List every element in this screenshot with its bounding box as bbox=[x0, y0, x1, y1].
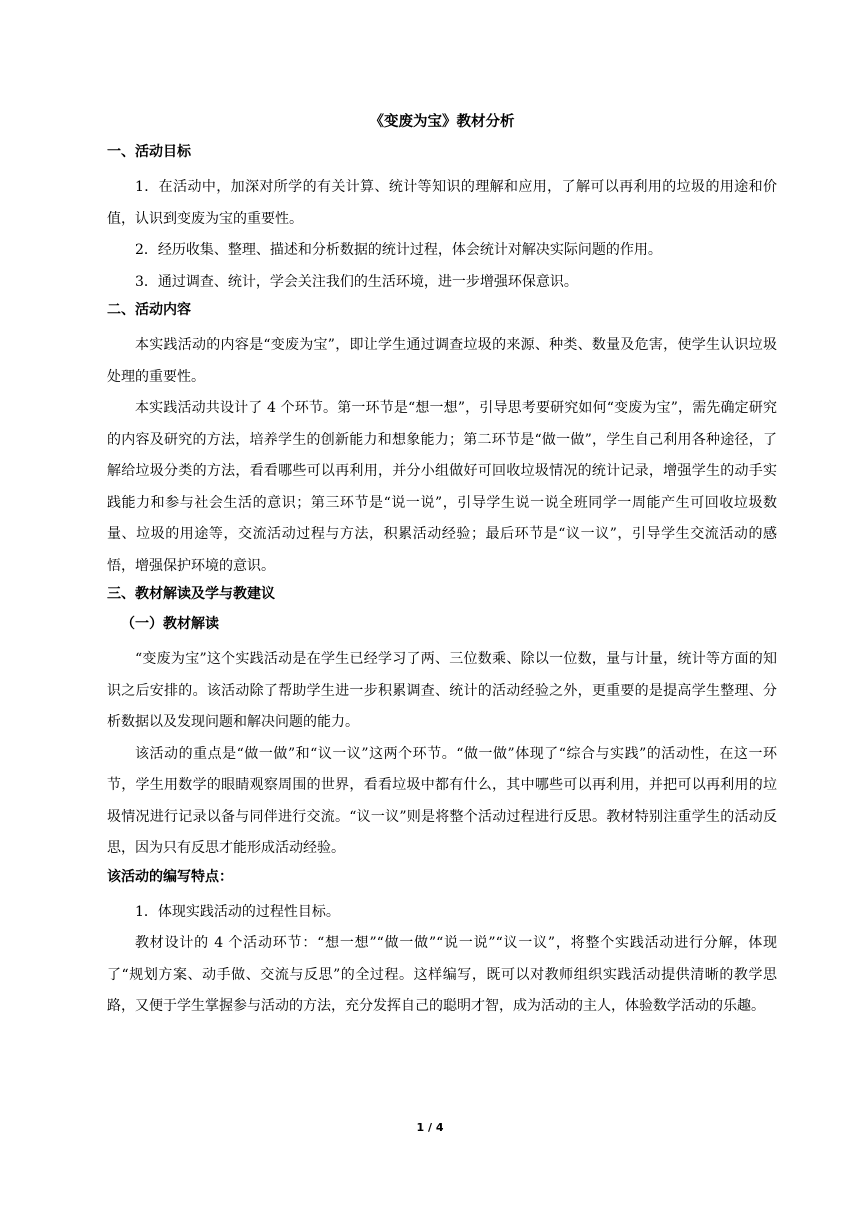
feature-paragraph: 教材设计的 4 个活动环节：“想一想”“做一做”“说一说”“议一议”，将整个实践活动进行分解，体现了“规划方案、动手做、交流与反思”的全过程。这样编写，既可以对教师组织实践活动提供清晰的教学思路，又便于学生掌握参与活动的方法，充分发挥自己的聪明才智，成为活动的主人，体验数学活动的乐趣。 bbox=[107, 935, 777, 1014]
section-heading-interpretation: 三、教材解读及学与教建议 bbox=[107, 586, 275, 602]
document-body bbox=[107, 112, 777, 1023]
content-paragraph-2: 本实践活动共设计了 4 个环节。第一环节是“想一想”，引导思考要研究如何“变废为宝”，需先确定研究的内容及研究的方法，培养学生的创新能力和想象能力；第二环节是“做一做”，学生自己利用各种途径，了解给垃圾分类的方法，看看哪些可以再利用，并分小组做好可回收垃圾情况的统计记录，增强学生的动手实践能力和参与社会生活的意识；第三环节是“说一说”，引导学生说一说全班同学一周能产生可回收垃圾数量、垃圾的用途等，交流活动过程与方法，积累活动经验；最后环节是“议一议”，引导学生交流活动的感悟，增强保护环境的意识。 bbox=[107, 400, 777, 574]
goal-item-3: 3．通过调查、统计，学会关注我们的生活环境，进一步增强环保意识。 bbox=[135, 273, 578, 290]
goal-item-2: 2．经历收集、整理、描述和分析数据的统计过程，体会统计对解决实际问题的作用。 bbox=[135, 242, 662, 258]
document-title: 《变废为宝》教材分析 bbox=[369, 114, 515, 130]
section-heading-goals: 一、活动目标 bbox=[107, 144, 191, 160]
feature-point-1: 1．体现实践活动的过程性目标。 bbox=[135, 903, 340, 920]
reading-paragraph-2: 该活动的重点是“做一做”和“议一议”这两个环节。“做一做”体现了“综合与实践”的活动性，在这一环节，学生用数学的眼睛观察周围的世界，看看垃圾中都有什么，其中哪些可以再利用，并把可以再利用的垃圾情况进行记录以备与同伴进行交流。“议一议”则是将整个活动过程进行反思。教材特别注重学生的活动反思，因为只有反思才能形成活动经验。 bbox=[107, 745, 777, 856]
goal-item-1: 1．在活动中，加深对所学的有关计算、统计等知识的理解和应用，了解可以再利用的垃圾的用途和价值，认识到变废为宝的重要性。 bbox=[107, 179, 777, 227]
subsection-heading-reading: （一）教材解读 bbox=[121, 616, 219, 632]
reading-paragraph-1: “变废为宝”这个实践活动是在学生已经学习了两、三位数乘、除以一位数，量与计量，统计等方面的知识之后安排的。该活动除了帮助学生进一步积累调查、统计的活动经验之外，更重要的是提高学生整理、分析数据以及发现问题和解决问题的能力。 bbox=[107, 651, 777, 730]
content-paragraph-1: 本实践活动的内容是“变废为宝”，即让学生通过调查垃圾的来源、种类、数量及危害，使学生认识垃圾处理的重要性。 bbox=[107, 337, 777, 385]
page-number: 1 / 4 bbox=[416, 1121, 444, 1134]
features-heading: 该活动的编写特点： bbox=[107, 868, 233, 885]
section-heading-content: 二、活动内容 bbox=[107, 302, 191, 318]
